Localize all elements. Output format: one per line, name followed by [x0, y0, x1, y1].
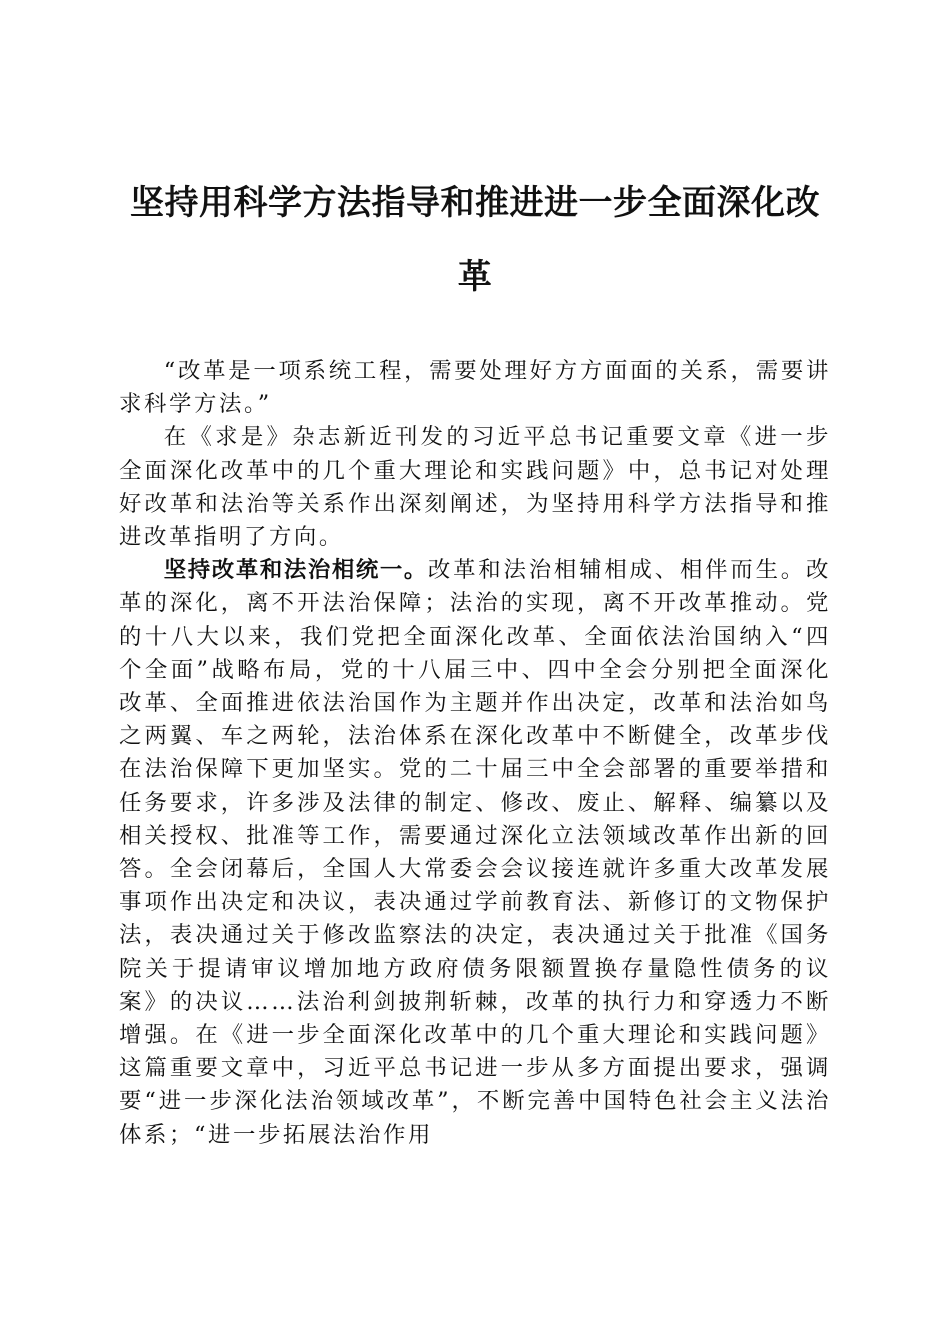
paragraph-lead: 坚持改革和法治相统一。 — [163, 557, 428, 584]
paragraph-3 — [119, 554, 831, 1152]
paragraph-text: 在《求是》杂志新近刊发的习近平总书记重要文章《进一步全面深化改革中的几个重大理论和实践问题》中，总书记对处理好改革和法治等关系作出深刻阐述，为坚持用科学方法指导和推进改革指明了方向。 — [119, 424, 831, 551]
paragraph-text: 改革和法治相辅相成、相伴而生。改革的深化，离不开法治保障；法治的实现，离不开改革推动。党的十八大以来，我们党把全面深化改革、全面依法治国纳入“四个全面”战略布局，党的十八届三中、四中全会分别把全面深化改革、全面推进依法治国作为主题并作出决定，改革和法治如鸟之两翼、车之两轮，法治体系在深化改革中不断健全，改革步伐在法治保障下更加坚实。党的二十届三中全会部署的重要举措和任务要求，许多涉及法律的制定、修改、废止、解释、编纂以及相关授权、批准等工作，需要通过深化立法领域改革作出新的回答。全会闭幕后，全国人大常委会会议接连就许多重大改革发展事项作出决定和决议，表决通过学前教育法、新修订的文物保护法，表决通过关于修改监察法的决定，表决通过关于批准《国务院关于提请审议增加地方政府债务限额置换存量隐性债务的议案》的决议……法治利剑披荆斩棘，改革的执行力和穿透力不断增强。在《进一步全面深化改革中的几个重大理论和实践问题》这篇重要文章中，习近平总书记进一步从多方面提出要求，强调要“进一步深化法治领域改革”，不断完善中国特色社会主义法治体系；“进一步拓展法治作用 — [119, 557, 831, 1148]
paragraph-text: “改革是一项系统工程，需要处理好方方面面的关系，需要讲求科学方法。” — [119, 358, 831, 418]
paragraph-2 — [119, 421, 831, 554]
document-body — [119, 355, 831, 1152]
paragraph-1 — [119, 355, 831, 421]
document-title: 坚持用科学方法指导和推进进一步全面深化改革 — [130, 183, 820, 297]
